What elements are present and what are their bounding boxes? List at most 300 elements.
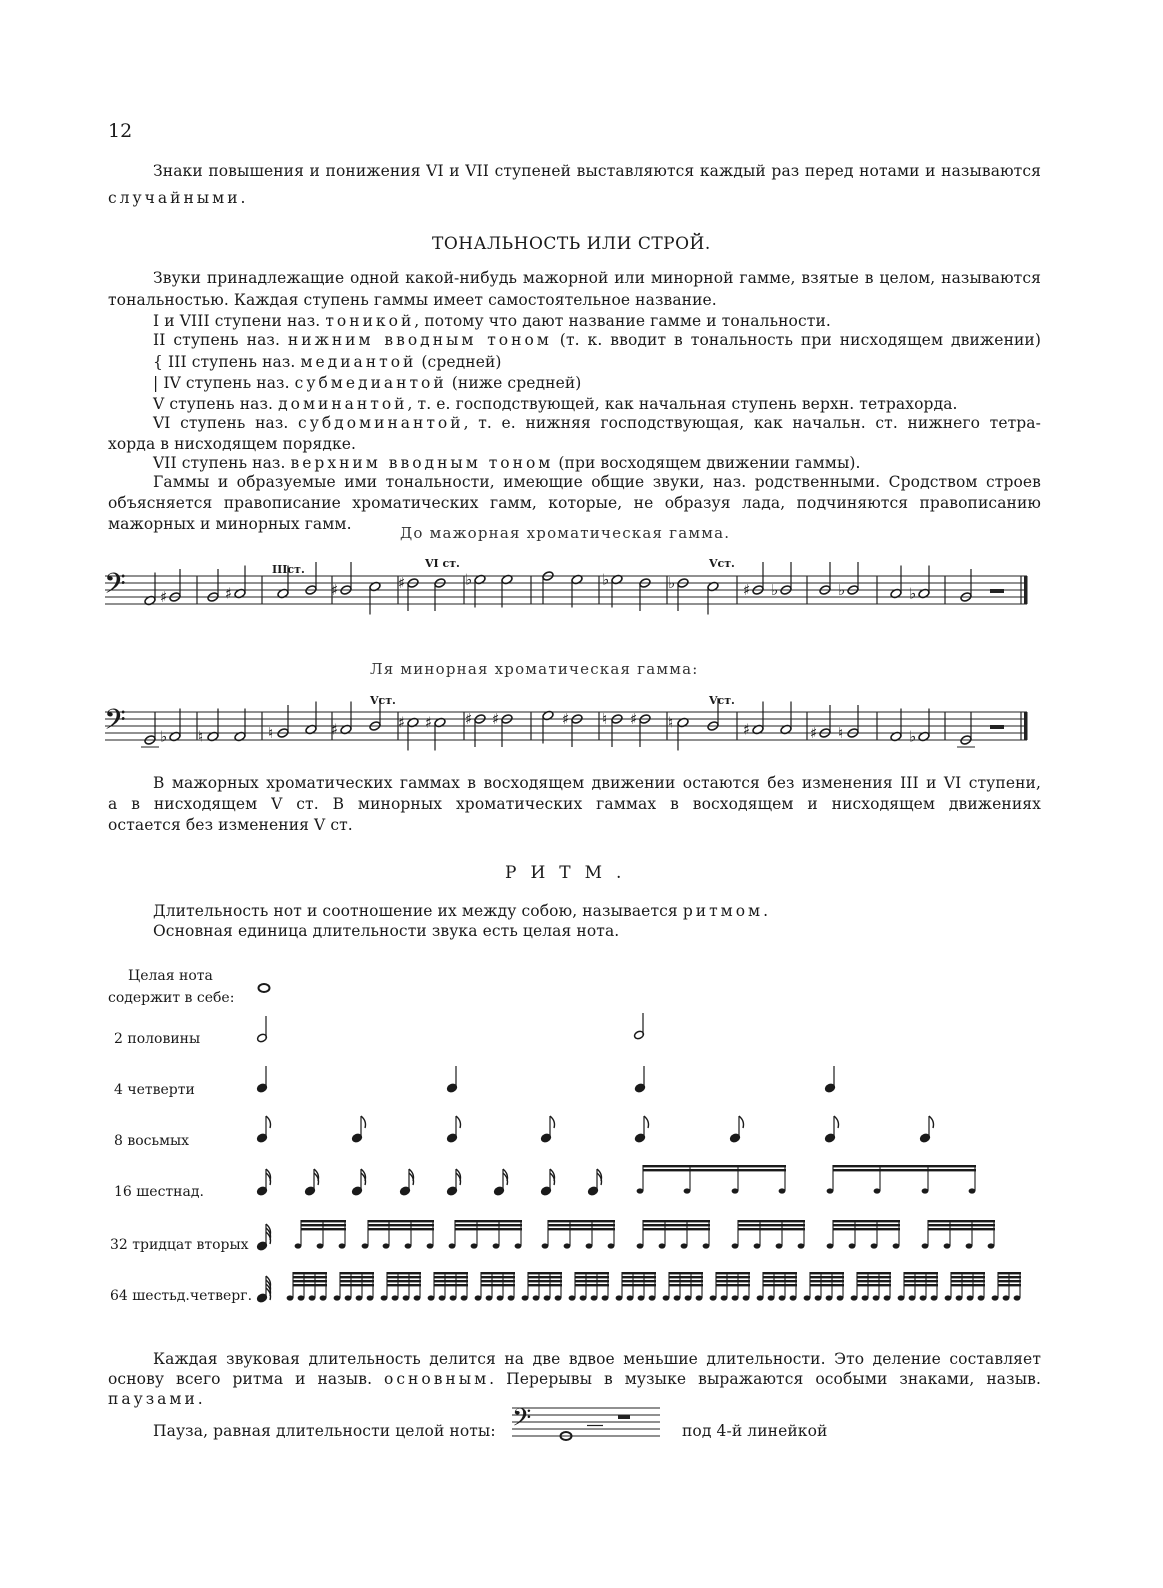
note-beam <box>387 1272 421 1274</box>
note-beam <box>669 1284 703 1286</box>
note-beam <box>716 1272 750 1274</box>
whole-note <box>561 1432 572 1440</box>
note-head <box>637 1188 644 1193</box>
note-head <box>383 1243 390 1248</box>
note-head <box>696 1295 703 1300</box>
note-flag <box>456 1169 461 1181</box>
note-head <box>978 1295 985 1300</box>
note-head <box>649 1295 656 1300</box>
note-beam <box>455 1220 522 1222</box>
note-head <box>295 1243 302 1248</box>
note-beam <box>575 1284 609 1286</box>
note-head <box>446 1186 457 1196</box>
note-head <box>298 1295 305 1300</box>
note-beam <box>951 1284 985 1286</box>
note-beam <box>857 1284 891 1286</box>
note-head <box>608 1243 615 1248</box>
note-head <box>827 1188 834 1193</box>
note-head <box>399 1186 410 1196</box>
major-mark-vi: VI ст. <box>425 557 460 570</box>
note-beam <box>301 1220 346 1222</box>
note-beam <box>763 1272 797 1274</box>
note-beam <box>669 1276 703 1278</box>
note-beam <box>481 1284 515 1286</box>
sixtyfourths-label: 64 шестьд.четверг. <box>110 1288 253 1304</box>
note-beam <box>810 1284 844 1286</box>
note-beam <box>481 1276 515 1278</box>
note-head <box>522 1295 529 1300</box>
note-head <box>685 1295 692 1300</box>
half-note-head <box>474 714 486 725</box>
note-beam <box>528 1272 562 1274</box>
note-head <box>634 1083 645 1093</box>
note-beam <box>928 1224 995 1226</box>
bass-clef: 𝄢 <box>512 1403 532 1439</box>
note-head <box>591 1295 598 1300</box>
half-note-head <box>847 585 859 596</box>
note-head <box>345 1295 352 1300</box>
half-note-head <box>144 595 156 606</box>
degree-6-cont: хорда в нисходящем порядке. <box>108 435 357 453</box>
half-note-head <box>234 588 246 599</box>
half-note-head <box>256 1033 267 1043</box>
note-head <box>540 1133 551 1143</box>
half-note-head <box>234 731 246 742</box>
note-head <box>966 1243 973 1248</box>
note-flag <box>314 1169 319 1181</box>
degree-4: | IV ступень наз. субмедиантой (ниже средней) <box>153 374 582 392</box>
note-beam <box>998 1280 1021 1282</box>
note-head <box>703 1243 710 1248</box>
note-beam <box>998 1276 1021 1278</box>
quarters-label: 4 четверти <box>114 1082 195 1098</box>
note-head <box>403 1295 410 1300</box>
tonality-heading: ТОНАЛЬНОСТЬ ИЛИ СТРОЙ. <box>432 234 711 254</box>
note-head <box>743 1295 750 1300</box>
note-head <box>508 1295 515 1300</box>
note-head <box>304 1186 315 1196</box>
note-head <box>320 1295 327 1300</box>
note-head <box>540 1186 551 1196</box>
note-head <box>309 1295 316 1300</box>
tonality-p1-line2: тональностью. Каждая ступень гаммы имеет самостоятельное название. <box>108 291 717 309</box>
final-bar-thick <box>1024 576 1028 604</box>
note-head <box>638 1295 645 1300</box>
note-head <box>381 1295 388 1300</box>
note-flag <box>456 1173 461 1185</box>
note-head <box>564 1243 571 1248</box>
note-head <box>871 1243 878 1248</box>
note-beam <box>434 1284 468 1286</box>
accidental: ♭ <box>160 727 168 746</box>
note-head <box>969 1188 976 1193</box>
note-beam <box>528 1284 562 1286</box>
note-head <box>446 1133 457 1143</box>
half-note-head <box>677 578 689 589</box>
note-beam <box>738 1228 805 1230</box>
half-note-head <box>571 714 583 725</box>
note-beam <box>833 1165 976 1167</box>
note-beam <box>301 1224 346 1226</box>
note-head <box>827 1243 834 1248</box>
note-head <box>779 1188 786 1193</box>
note-head <box>256 1293 267 1303</box>
accidental: ♯ <box>331 720 339 739</box>
degree-2: II ступень наз. нижним вводным тоном (т. к. вводит в тональность при нисходящем движении) <box>153 331 1042 349</box>
note-head <box>627 1295 634 1300</box>
note-head <box>849 1243 856 1248</box>
note-beam <box>434 1280 468 1282</box>
note-beam <box>293 1280 327 1282</box>
note-beam <box>669 1272 703 1274</box>
note-flag <box>550 1173 555 1185</box>
note-head <box>919 1133 930 1143</box>
note-head <box>475 1295 482 1300</box>
note-head <box>461 1295 468 1300</box>
half-note-head <box>369 581 381 592</box>
note-beam <box>368 1224 434 1226</box>
note-beam <box>763 1280 797 1282</box>
note-beam <box>387 1284 421 1286</box>
note-beam <box>951 1280 985 1282</box>
accidental: ♯ <box>810 724 818 742</box>
whole-rest <box>618 1415 630 1419</box>
tonality-p1-line1: Звуки принадлежащие одной какой-нибудь мажорной или минорной гамме, взятые в целом, называются <box>153 269 1041 287</box>
accidentals-intro-line2: случайными. <box>108 189 249 207</box>
note-head <box>515 1243 522 1248</box>
note-beam <box>575 1280 609 1282</box>
half-note-head <box>542 710 554 721</box>
note-head <box>732 1295 739 1300</box>
note-beam <box>857 1280 891 1282</box>
half-note-head <box>847 728 859 739</box>
note-beam <box>928 1220 995 1222</box>
thirtyseconds-label: 32 тридцат вторых <box>110 1237 249 1253</box>
accidental: ♮ <box>668 713 674 732</box>
note-flag <box>550 1116 555 1128</box>
note-head <box>920 1295 927 1300</box>
note-head <box>533 1295 540 1300</box>
note-head <box>414 1295 421 1300</box>
degree-6: VI ступень наз. субдоминантой, т. е. нижняя господствующая, как начальн. ст. нижнего тетра- <box>153 414 1041 432</box>
note-beam <box>810 1280 844 1282</box>
accidental: ♭ <box>668 574 676 592</box>
note-head <box>884 1295 891 1300</box>
note-head <box>944 1243 951 1248</box>
note-beam <box>810 1276 844 1278</box>
note-head <box>922 1188 929 1193</box>
half-note-head <box>890 588 902 599</box>
note-beam <box>340 1280 374 1282</box>
note-beam <box>368 1228 434 1230</box>
major-mark-v: Vст. <box>709 557 735 570</box>
note-beam <box>293 1284 327 1286</box>
note-beam <box>951 1276 985 1278</box>
note-flag <box>266 1116 271 1128</box>
note-beam <box>643 1224 710 1226</box>
half-note-head <box>918 731 930 742</box>
half-note-head <box>780 724 792 735</box>
note-flag <box>597 1173 602 1185</box>
half-note-head <box>207 731 219 742</box>
note-head <box>446 1083 457 1093</box>
note-head <box>732 1243 739 1248</box>
note-head <box>356 1295 363 1300</box>
note-head <box>555 1295 562 1300</box>
half-note-head <box>144 735 156 746</box>
half-note-head <box>169 592 181 603</box>
note-flag <box>266 1284 271 1296</box>
half-note-head <box>918 588 930 599</box>
note-head <box>931 1295 938 1300</box>
note-beam <box>293 1276 327 1278</box>
note-beam <box>368 1220 434 1222</box>
note-beam <box>455 1224 522 1226</box>
final-bar-thick <box>1024 712 1028 740</box>
note-flag <box>361 1169 366 1181</box>
note-beam <box>387 1276 421 1278</box>
tonality-p2-line2: объясняется правописание хроматических гамм, которые, не образуя лада, подчиняются правописанию <box>108 494 1041 512</box>
note-beam <box>293 1272 327 1274</box>
note-head <box>768 1295 775 1300</box>
half-note-head <box>780 585 792 596</box>
note-head <box>450 1295 457 1300</box>
half-note-head <box>434 578 446 589</box>
note-head <box>684 1188 691 1193</box>
note-head <box>586 1243 593 1248</box>
note-beam <box>548 1224 615 1226</box>
note-head <box>493 1186 504 1196</box>
note-head <box>824 1083 835 1093</box>
note-beam <box>904 1280 938 1282</box>
note-beam <box>622 1280 656 1282</box>
accidental: ♮ <box>268 724 274 742</box>
note-flag <box>503 1169 508 1181</box>
half-note-head <box>207 592 219 603</box>
half-note-head <box>369 721 381 732</box>
half-note-head <box>305 724 317 735</box>
minor-mark-v2: Vст. <box>709 694 735 707</box>
note-beam <box>763 1276 797 1278</box>
note-beam <box>528 1280 562 1282</box>
note-head <box>1003 1295 1010 1300</box>
note-head <box>493 1243 500 1248</box>
note-head <box>439 1295 446 1300</box>
note-beam <box>833 1169 976 1171</box>
minor-mark-v1: Vст. <box>370 694 396 707</box>
half-note-head <box>639 578 651 589</box>
major-scale-caption: До мажорная хроматическая гамма. <box>400 524 731 542</box>
accidental: ♮ <box>838 724 844 742</box>
note-head <box>544 1295 551 1300</box>
note-head <box>256 1083 267 1093</box>
note-head <box>804 1295 811 1300</box>
half-note-head <box>633 1030 644 1040</box>
sixteenths-label: 16 шестнад. <box>114 1184 204 1200</box>
note-flag <box>929 1116 934 1128</box>
note-head <box>637 1243 644 1248</box>
note-beam <box>434 1272 468 1274</box>
note-beam <box>575 1272 609 1274</box>
note-head <box>587 1186 598 1196</box>
half-note-head <box>474 574 486 585</box>
note-head <box>351 1133 362 1143</box>
bass-clef: 𝄢 <box>104 703 126 744</box>
note-beam <box>548 1220 615 1222</box>
half-note-head <box>277 588 289 599</box>
note-head <box>710 1295 717 1300</box>
note-head <box>815 1295 822 1300</box>
note-flag <box>409 1173 414 1185</box>
note-beam <box>857 1272 891 1274</box>
note-head <box>945 1295 952 1300</box>
note-head <box>776 1243 783 1248</box>
note-flag <box>361 1116 366 1128</box>
rest-label: Пауза, равная длительности целой ноты: <box>153 1422 496 1440</box>
rest-position-label: под 4-й линейкой <box>682 1422 828 1440</box>
half-note-head <box>501 574 513 585</box>
half-note-head <box>340 724 352 735</box>
accidental: ♯ <box>160 588 168 606</box>
accidental: ♯ <box>398 713 406 732</box>
chromatic-note-line3: остается без изменения V ст. <box>108 816 353 834</box>
note-beam <box>716 1276 750 1278</box>
half-note-head <box>707 721 719 732</box>
note-head <box>602 1295 609 1300</box>
note-head <box>317 1243 324 1248</box>
accidental: ♭ <box>771 581 779 599</box>
whole-note <box>259 984 270 992</box>
note-beam <box>622 1276 656 1278</box>
note-beam <box>857 1276 891 1278</box>
note-head <box>256 1186 267 1196</box>
note-head <box>992 1295 999 1300</box>
note-flag <box>550 1169 555 1181</box>
note-head <box>922 1243 929 1248</box>
note-beam <box>340 1284 374 1286</box>
note-head <box>837 1295 844 1300</box>
tonality-p2-line3: мажорных и минорных гамм. <box>108 515 352 533</box>
note-flag <box>409 1169 414 1181</box>
half-note-head <box>677 717 689 728</box>
accidental: ♯ <box>465 710 473 728</box>
half-note-head <box>819 728 831 739</box>
note-flag <box>266 1228 271 1240</box>
accidental: ♯ <box>331 581 339 599</box>
degree-5: V ступень наз. доминантой, т. е. господствующей, как начальная ступень верхн. тетрахорда. <box>153 395 958 413</box>
rhythm-heading: РИТМ. <box>505 863 636 883</box>
whole-label-1: Целая нота <box>128 968 213 984</box>
note-beam <box>622 1272 656 1274</box>
accidental: ♮ <box>198 727 204 746</box>
accidental: ♯ <box>743 720 751 739</box>
note-beam <box>481 1280 515 1282</box>
accidental: ♭ <box>465 570 473 589</box>
note-head <box>674 1295 681 1300</box>
note-head <box>486 1295 493 1300</box>
accidental: ♯ <box>562 710 570 728</box>
note-flag <box>361 1173 366 1185</box>
half-note-head <box>501 714 513 725</box>
note-head <box>497 1295 504 1300</box>
accidental: ♯ <box>492 710 500 728</box>
note-head <box>757 1295 764 1300</box>
half-note-head <box>890 731 902 742</box>
note-head <box>449 1243 456 1248</box>
note-head <box>798 1243 805 1248</box>
note-beam <box>387 1280 421 1282</box>
bass-clef: 𝄢 <box>104 567 126 608</box>
accidental: ♯ <box>425 713 433 732</box>
note-beam <box>301 1228 346 1230</box>
note-beam <box>340 1276 374 1278</box>
note-head <box>580 1295 587 1300</box>
note-head <box>988 1243 995 1248</box>
note-beam <box>548 1228 615 1230</box>
note-beam <box>481 1272 515 1274</box>
note-head <box>427 1243 434 1248</box>
division-line2: основу всего ритма и назыв. основным. Перерывы в музыке выражаются особыми знаками, назыв. <box>108 1370 1041 1388</box>
whole-label-2: содержит в себе: <box>108 990 235 1006</box>
note-beam <box>669 1280 703 1282</box>
note-flag <box>456 1116 461 1128</box>
note-beam <box>643 1220 710 1222</box>
tonality-p2-line1: Гаммы и образуемые ими тональности, имеющие общие звуки, наз. родственными. Сродством строев <box>153 473 1041 491</box>
degree-7: VII ступень наз. верхним вводным тоном (при восходящем движении гаммы). <box>153 454 861 472</box>
rhythm-line1: Длительность нот и соотношение их между собою, называется ритмом. <box>153 902 769 920</box>
half-note-head <box>407 717 419 728</box>
note-head <box>790 1295 797 1300</box>
note-flag <box>644 1116 649 1128</box>
half-note-head <box>960 735 972 746</box>
note-beam <box>951 1272 985 1274</box>
note-head <box>956 1295 963 1300</box>
half-note-head <box>434 717 446 728</box>
note-head <box>616 1295 623 1300</box>
note-head <box>569 1295 576 1300</box>
note-beam <box>643 1228 710 1230</box>
note-beam <box>716 1284 750 1286</box>
note-beam <box>434 1276 468 1278</box>
accidental: ♭ <box>909 727 917 746</box>
note-head <box>339 1243 346 1248</box>
note-beam <box>340 1272 374 1274</box>
note-head <box>893 1243 900 1248</box>
note-head <box>542 1243 549 1248</box>
note-flag <box>266 1169 271 1181</box>
note-head <box>334 1295 341 1300</box>
note-beam <box>904 1284 938 1286</box>
half-note-head <box>752 724 764 735</box>
accidentals-intro-line1: Знаки повышения и понижения VI и VII ступеней выставляются каждый раз перед нотами и называются <box>153 162 1041 180</box>
note-beam <box>738 1220 805 1222</box>
note-head <box>681 1243 688 1248</box>
note-head <box>909 1295 916 1300</box>
note-flag <box>266 1173 271 1185</box>
half-note-head <box>169 731 181 742</box>
note-beam <box>455 1228 522 1230</box>
note-flag <box>739 1116 744 1128</box>
note-flag <box>266 1280 271 1292</box>
note-beam <box>833 1228 900 1230</box>
note-flag <box>314 1173 319 1185</box>
note-beam <box>575 1276 609 1278</box>
accidental: ♯ <box>743 581 751 599</box>
accidental: ♮ <box>602 710 608 728</box>
whole-rest <box>990 589 1004 593</box>
note-head <box>663 1295 670 1300</box>
note-flag <box>834 1116 839 1128</box>
